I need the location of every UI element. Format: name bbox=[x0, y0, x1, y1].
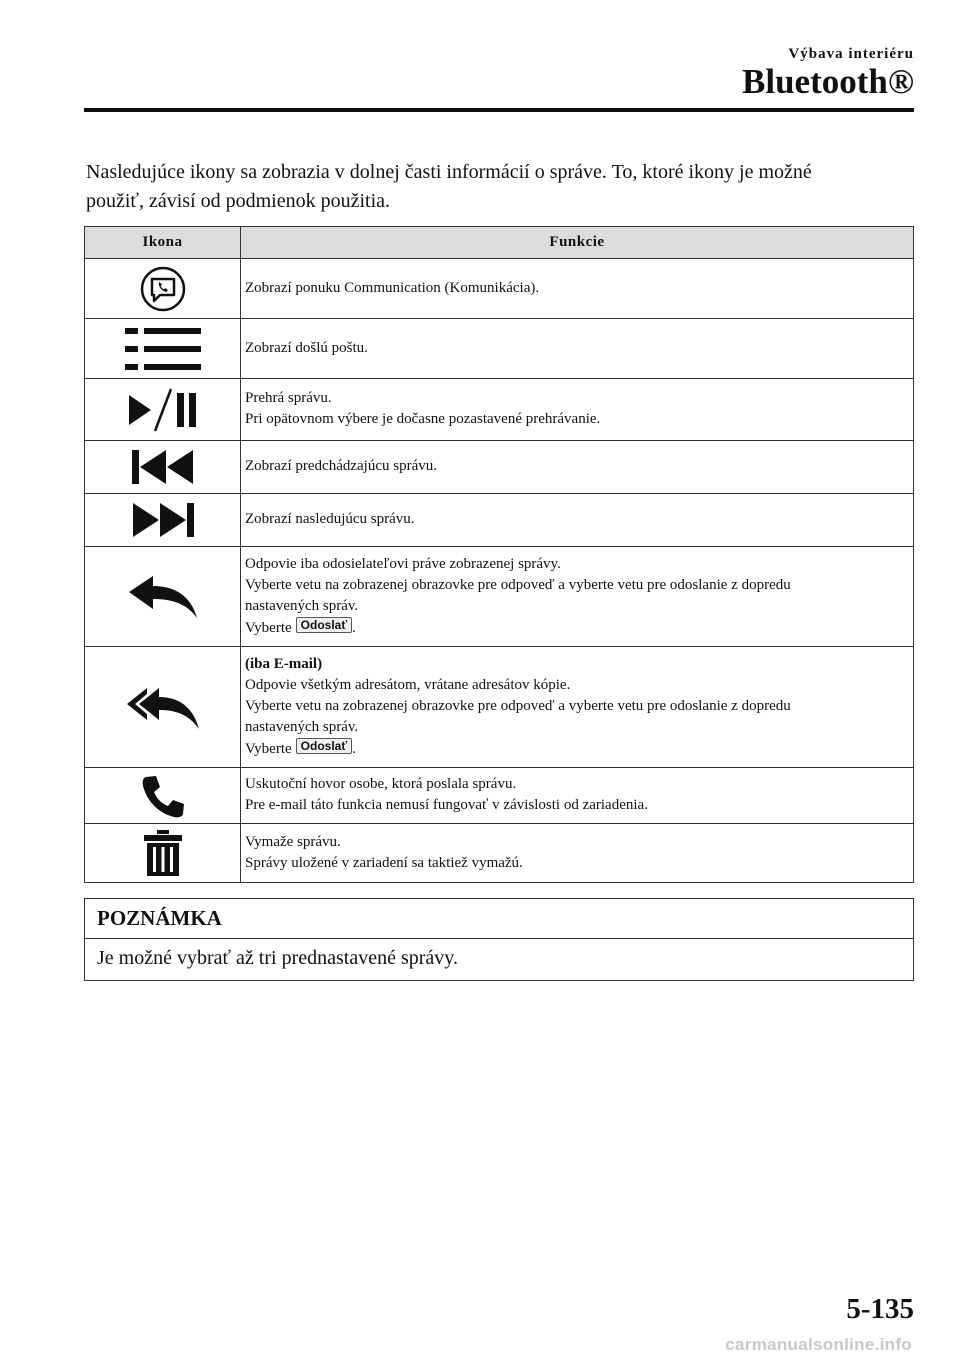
phone-icon bbox=[140, 773, 186, 819]
table-row bbox=[85, 259, 914, 319]
table-row bbox=[85, 547, 914, 647]
header-section: Výbava interiéru bbox=[788, 46, 914, 62]
reply-icon bbox=[127, 574, 199, 620]
row-text: Pri opätovnom výbere je dočasne pozastavené prehrávanie. bbox=[245, 411, 601, 427]
table-row bbox=[85, 441, 914, 494]
trash-icon bbox=[143, 829, 183, 877]
column-header-icon: Ikona bbox=[85, 227, 241, 259]
table-row bbox=[85, 494, 914, 547]
table-row bbox=[85, 379, 914, 441]
row-text: Vymaže správu. bbox=[245, 833, 341, 850]
reply-all-icon bbox=[125, 682, 201, 732]
send-button[interactable]: Odoslať bbox=[296, 617, 352, 633]
note-text: Je možné vybrať až tri prednastavené správy. bbox=[97, 947, 458, 969]
table-row bbox=[85, 768, 914, 824]
list-icon bbox=[123, 326, 203, 372]
row-text: Odpovie iba odosielateľovi práve zobrazenej správy. bbox=[245, 555, 561, 572]
row-text: Zobrazí ponuku Communication (Komunikácia). bbox=[245, 279, 540, 296]
select-suffix: . bbox=[352, 619, 356, 636]
row-text: Zobrazí došlú poštu. bbox=[245, 339, 368, 356]
row-text: Pre e-mail táto funkcia nemusí fungovať v závislosti od zariadenia. bbox=[245, 797, 648, 813]
select-prefix: Vyberte bbox=[245, 740, 292, 757]
row-text: Správy uložené v zariadení sa taktiež vymažú. bbox=[245, 854, 523, 871]
note-title: POZNÁMKA bbox=[85, 899, 913, 939]
row-text: Vyberte vetu na zobrazenej obrazovke pre odpoveď a vyberte vetu pre odoslanie z dopredu bbox=[245, 576, 791, 593]
intro-text bbox=[86, 158, 916, 216]
row-heading: (iba E-mail) bbox=[245, 655, 323, 672]
column-header-function: Funkcie bbox=[241, 227, 914, 259]
select-prefix: Vyberte bbox=[245, 619, 292, 636]
send-button[interactable]: Odoslať bbox=[296, 738, 352, 754]
row-text: nastavených správ. bbox=[245, 597, 359, 614]
table-row bbox=[85, 824, 914, 883]
row-text: Vyberte vetu na zobrazenej obrazovke pre odpoveď a vyberte vetu pre odoslanie z dopredu bbox=[245, 697, 791, 714]
communication-icon bbox=[140, 266, 186, 312]
table-row bbox=[85, 647, 914, 768]
icon-table bbox=[84, 226, 914, 883]
watermark: carmanualsonline.info bbox=[725, 1335, 912, 1354]
previous-icon bbox=[130, 447, 196, 487]
row-text: Prehrá správu. bbox=[245, 390, 332, 406]
play-pause-icon bbox=[127, 387, 199, 433]
table-header-row bbox=[85, 227, 914, 259]
intro-line-2: použiť, závisí od podmienok použitia. bbox=[86, 190, 391, 212]
row-text: Zobrazí predchádzajúcu správu. bbox=[245, 458, 437, 474]
select-suffix: . bbox=[352, 740, 356, 757]
row-text: Zobrazí nasledujúcu správu. bbox=[245, 511, 415, 527]
note-box bbox=[84, 898, 914, 981]
row-text: Odpovie všetkým adresátom, vrátane adresátov kópie. bbox=[245, 676, 571, 693]
row-text: Uskutoční hovor osobe, ktorá poslala správu. bbox=[245, 776, 517, 792]
row-text: nastavených správ. bbox=[245, 718, 359, 735]
intro-line-1: Nasledujúce ikony sa zobrazia v dolnej časti informácií o správe. To, ktoré ikony je možné bbox=[86, 161, 812, 183]
header-title: Bluetooth® bbox=[742, 62, 914, 101]
page-number: 5-135 bbox=[846, 1293, 914, 1325]
header-rule bbox=[84, 108, 914, 112]
table-row bbox=[85, 319, 914, 379]
next-icon bbox=[130, 500, 196, 540]
